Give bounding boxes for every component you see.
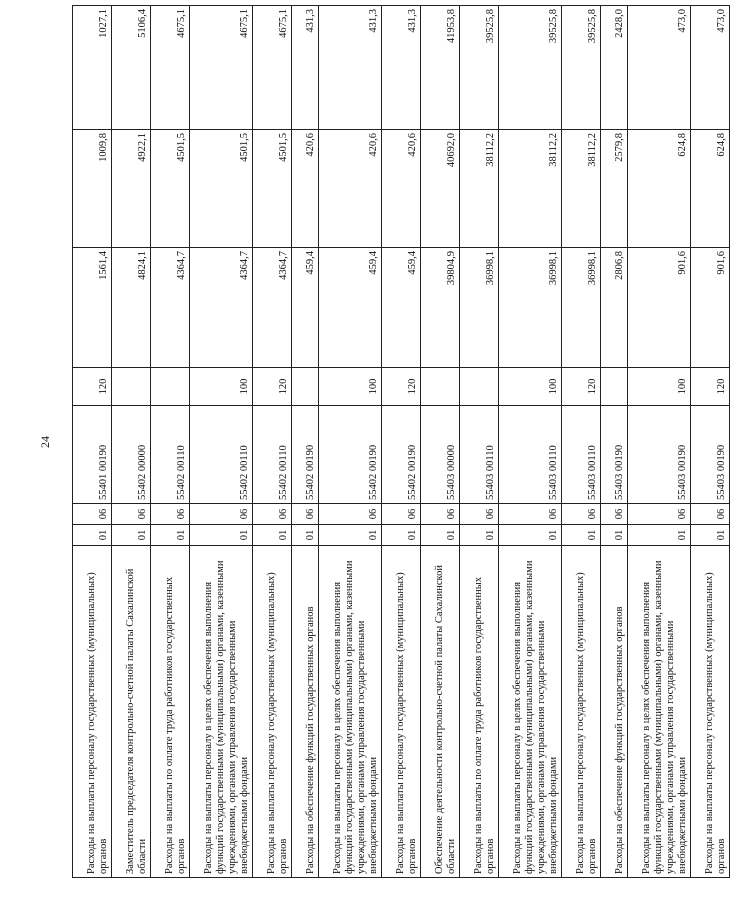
table-row xyxy=(601,6,628,878)
section-code-cell: 06 xyxy=(601,504,628,525)
amount-year-2-cell: 38112,2 xyxy=(460,130,499,248)
expense-name-cell: Обеспечение деятельности контрольно-счетной палаты Сахалинской области xyxy=(421,546,460,878)
ministry-code-cell: 01 xyxy=(460,525,499,546)
expense-kind-cell: 100 xyxy=(499,368,562,406)
table-row xyxy=(691,6,730,878)
expense-kind-cell: 120 xyxy=(562,368,601,406)
amount-year-2-cell: 1009,8 xyxy=(73,130,112,248)
target-article-cell: 55402 00190 xyxy=(292,406,319,504)
target-article-cell: 55403 00000 xyxy=(421,406,460,504)
expense-name-cell: Расходы на выплаты персоналу в целях обеспечения выполнения функций государственными (муниципальными) органами, казенными учреждениями, органами управления государственными внебюджетными фондами xyxy=(499,546,562,878)
ministry-code-cell: 01 xyxy=(253,525,292,546)
table-row xyxy=(190,6,253,878)
ministry-code-cell: 01 xyxy=(112,525,151,546)
ministry-code-cell: 01 xyxy=(382,525,421,546)
ministry-code-cell: 01 xyxy=(421,525,460,546)
expense-kind-cell xyxy=(292,368,319,406)
amount-year-3-cell: 431,3 xyxy=(319,6,382,130)
table-row xyxy=(112,6,151,878)
expense-kind-cell: 100 xyxy=(319,368,382,406)
table-row xyxy=(628,6,691,878)
target-article-cell: 55403 00190 xyxy=(628,406,691,504)
target-article-cell: 55402 00190 xyxy=(382,406,421,504)
expense-kind-cell xyxy=(112,368,151,406)
table-body xyxy=(73,6,730,878)
amount-year-2-cell: 624,8 xyxy=(628,130,691,248)
amount-year-1-cell: 4824,1 xyxy=(112,248,151,368)
table-row xyxy=(292,6,319,878)
table-row xyxy=(499,6,562,878)
target-article-cell: 55402 00000 xyxy=(112,406,151,504)
amount-year-3-cell: 431,3 xyxy=(292,6,319,130)
amount-year-1-cell: 459,4 xyxy=(319,248,382,368)
target-article-cell: 55403 00110 xyxy=(499,406,562,504)
amount-year-1-cell: 36998,1 xyxy=(562,248,601,368)
ministry-code-cell: 01 xyxy=(628,525,691,546)
ministry-code-cell: 01 xyxy=(190,525,253,546)
amount-year-3-cell: 39525,8 xyxy=(460,6,499,130)
expense-name-cell: Расходы на выплаты персоналу государственных (муниципальных) органов xyxy=(73,546,112,878)
amount-year-1-cell: 4364,7 xyxy=(151,248,190,368)
amount-year-2-cell: 420,6 xyxy=(382,130,421,248)
amount-year-2-cell: 420,6 xyxy=(319,130,382,248)
amount-year-1-cell: 459,4 xyxy=(292,248,319,368)
target-article-cell: 55403 00110 xyxy=(562,406,601,504)
amount-year-2-cell: 4922,1 xyxy=(112,130,151,248)
expense-kind-cell: 120 xyxy=(253,368,292,406)
section-code-cell: 06 xyxy=(253,504,292,525)
section-code-cell: 06 xyxy=(691,504,730,525)
expense-name-cell: Расходы на выплаты персоналу государственных (муниципальных) органов xyxy=(253,546,292,878)
expense-name-cell: Расходы на выплаты персоналу государственных (муниципальных) органов xyxy=(562,546,601,878)
ministry-code-cell: 01 xyxy=(151,525,190,546)
target-article-cell: 55402 00190 xyxy=(319,406,382,504)
amount-year-2-cell: 4501,5 xyxy=(151,130,190,248)
expense-kind-cell xyxy=(601,368,628,406)
section-code-cell: 06 xyxy=(73,504,112,525)
amount-year-1-cell: 36998,1 xyxy=(499,248,562,368)
expense-kind-cell xyxy=(460,368,499,406)
ministry-code-cell: 01 xyxy=(562,525,601,546)
target-article-cell: 55403 00190 xyxy=(691,406,730,504)
table-row xyxy=(421,6,460,878)
ministry-code-cell: 01 xyxy=(73,525,112,546)
table-row xyxy=(253,6,292,878)
amount-year-3-cell: 473,0 xyxy=(628,6,691,130)
page-number: 24 xyxy=(38,436,52,448)
table-row xyxy=(562,6,601,878)
section-code-cell: 06 xyxy=(190,504,253,525)
amount-year-1-cell: 36998,1 xyxy=(460,248,499,368)
amount-year-1-cell: 4364,7 xyxy=(253,248,292,368)
expense-kind-cell: 120 xyxy=(73,368,112,406)
target-article-cell: 55401 00190 xyxy=(73,406,112,504)
amount-year-1-cell: 4364,7 xyxy=(190,248,253,368)
amount-year-3-cell: 2428,0 xyxy=(601,6,628,130)
amount-year-1-cell: 2806,8 xyxy=(601,248,628,368)
target-article-cell: 55403 00110 xyxy=(460,406,499,504)
ministry-code-cell: 01 xyxy=(499,525,562,546)
table-row xyxy=(382,6,421,878)
amount-year-2-cell: 4501,5 xyxy=(253,130,292,248)
expense-name-cell: Расходы на выплаты по оплате труда работников государственных органов xyxy=(151,546,190,878)
amount-year-3-cell: 5106,4 xyxy=(112,6,151,130)
expense-kind-cell xyxy=(421,368,460,406)
amount-year-3-cell: 1027,1 xyxy=(73,6,112,130)
section-code-cell: 06 xyxy=(628,504,691,525)
target-article-cell: 55402 00110 xyxy=(190,406,253,504)
amount-year-1-cell: 901,6 xyxy=(628,248,691,368)
table-row xyxy=(319,6,382,878)
target-article-cell: 55402 00110 xyxy=(151,406,190,504)
ministry-code-cell: 01 xyxy=(691,525,730,546)
table-row xyxy=(460,6,499,878)
table-row xyxy=(73,6,112,878)
section-code-cell: 06 xyxy=(382,504,421,525)
expense-kind-cell: 120 xyxy=(691,368,730,406)
section-code-cell: 06 xyxy=(499,504,562,525)
expense-name-cell: Расходы на выплаты персоналу государственных (муниципальных) органов xyxy=(382,546,421,878)
expense-name-cell: Расходы на выплаты персоналу в целях обеспечения выполнения функций государственными (муниципальными) органами, казенными учреждениями, органами управления государственными внебюджетными фондами xyxy=(319,546,382,878)
ministry-code-cell: 01 xyxy=(319,525,382,546)
amount-year-3-cell: 39525,8 xyxy=(499,6,562,130)
ministry-code-cell: 01 xyxy=(601,525,628,546)
amount-year-2-cell: 4501,5 xyxy=(190,130,253,248)
section-code-cell: 06 xyxy=(460,504,499,525)
amount-year-2-cell: 38112,2 xyxy=(499,130,562,248)
section-code-cell: 06 xyxy=(421,504,460,525)
expense-name-cell: Расходы на выплаты персоналу в целях обеспечения выполнения функций государственными (муниципальными) органами, казенными учреждениями, органами управления государственными внебюджетными фондами xyxy=(628,546,691,878)
expense-name-cell: Заместитель председателя контрольно-счетной палаты Сахалинской области xyxy=(112,546,151,878)
expense-name-cell: Расходы на обеспечение функций государственных органов xyxy=(601,546,628,878)
ministry-code-cell: 01 xyxy=(292,525,319,546)
section-code-cell: 06 xyxy=(562,504,601,525)
amount-year-1-cell: 39804,9 xyxy=(421,248,460,368)
amount-year-2-cell: 2579,8 xyxy=(601,130,628,248)
amount-year-1-cell: 1561,4 xyxy=(73,248,112,368)
amount-year-3-cell: 41953,8 xyxy=(421,6,460,130)
target-article-cell: 55403 00190 xyxy=(601,406,628,504)
table-row xyxy=(151,6,190,878)
amount-year-3-cell: 39525,8 xyxy=(562,6,601,130)
section-code-cell: 06 xyxy=(112,504,151,525)
expense-kind-cell: 120 xyxy=(382,368,421,406)
expense-name-cell: Расходы на обеспечение функций государственных органов xyxy=(292,546,319,878)
expense-name-cell: Расходы на выплаты персоналу в целях обеспечения выполнения функций государственными (муниципальными) органами, казенными учреждениями, органами управления государственными внебюджетными фондами xyxy=(190,546,253,878)
expense-kind-cell: 100 xyxy=(190,368,253,406)
expense-name-cell: Расходы на выплаты персоналу государственных (муниципальных) органов xyxy=(691,546,730,878)
section-code-cell: 06 xyxy=(319,504,382,525)
expense-name-cell: Расходы на выплаты по оплате труда работников государственных органов xyxy=(460,546,499,878)
amount-year-3-cell: 431,3 xyxy=(382,6,421,130)
amount-year-3-cell: 473,0 xyxy=(691,6,730,130)
amount-year-2-cell: 38112,2 xyxy=(562,130,601,248)
rotated-table-region xyxy=(38,6,727,878)
amount-year-2-cell: 420,6 xyxy=(292,130,319,248)
amount-year-3-cell: 4675,1 xyxy=(253,6,292,130)
expense-kind-cell xyxy=(151,368,190,406)
amount-year-2-cell: 40692,0 xyxy=(421,130,460,248)
amount-year-3-cell: 4675,1 xyxy=(151,6,190,130)
section-code-cell: 06 xyxy=(151,504,190,525)
section-code-cell: 06 xyxy=(292,504,319,525)
amount-year-2-cell: 624,8 xyxy=(691,130,730,248)
amount-year-1-cell: 459,4 xyxy=(382,248,421,368)
expense-kind-cell: 100 xyxy=(628,368,691,406)
amount-year-1-cell: 901,6 xyxy=(691,248,730,368)
target-article-cell: 55402 00110 xyxy=(253,406,292,504)
budget-table xyxy=(72,5,730,878)
amount-year-3-cell: 4675,1 xyxy=(190,6,253,130)
